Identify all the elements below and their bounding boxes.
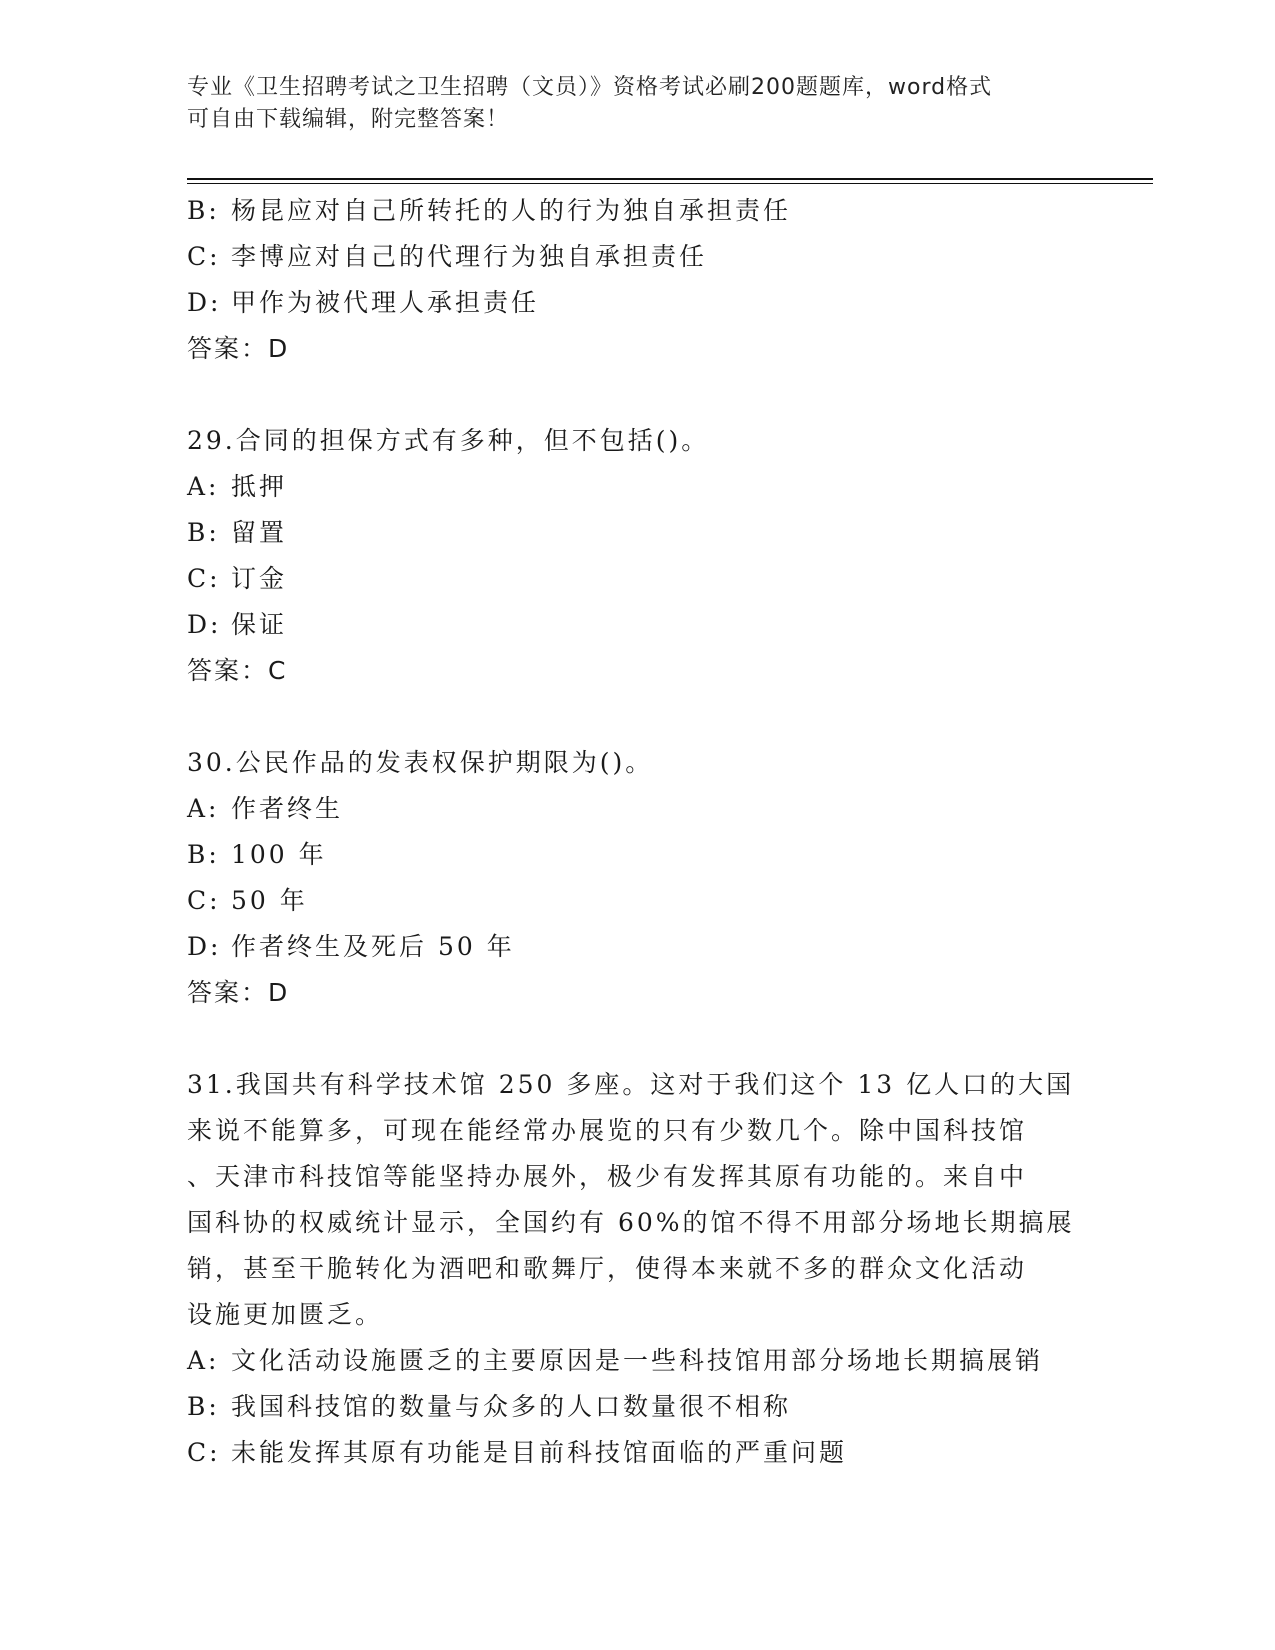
header-line-2: 可自由下载编辑，附完整答案！ (187, 107, 510, 132)
option-c (187, 1430, 1087, 1476)
option-text: 杨昆应对自己所转托的人的行为独自承担责任 (231, 196, 792, 225)
header-rule-thin (187, 183, 1153, 184)
option-text: 未能发挥其原有功能是目前科技馆面临的严重问题 (231, 1438, 848, 1467)
question-stem-line: 销，甚至干脆转化为酒吧和歌舞厅，使得本来就不多的群众文化活动 (187, 1254, 1028, 1283)
option-letter: A: (187, 794, 220, 823)
option-a (187, 786, 1087, 832)
option-letter: C: (187, 886, 221, 915)
option-b (187, 188, 1087, 234)
option-text: 文化活动设施匮乏的主要原因是一些科技馆用部分场地长期搞展销 (231, 1346, 1044, 1375)
option-c (187, 234, 1087, 280)
question-stem-line: 31.我国共有科学技术馆 250 多座。这对于我们这个 13 亿人口的大国 (187, 1070, 1075, 1099)
option-text: 保证 (231, 610, 288, 639)
option-letter: A: (187, 472, 220, 501)
question-31 (187, 1062, 1087, 1476)
option-letter: B: (187, 196, 220, 225)
question-stem-line: 、天津市科技馆等能坚持办展外，极少有发挥其原有功能的。来自中 (187, 1162, 1028, 1191)
option-text: 李博应对自己的代理行为独自承担责任 (231, 242, 708, 271)
header-rule-thick (187, 178, 1153, 180)
option-c (187, 878, 1087, 924)
question-content (187, 188, 1087, 1476)
option-text: 留置 (231, 518, 288, 547)
option-text: 我国科技馆的数量与众多的人口数量很不相称 (231, 1392, 792, 1421)
option-letter: C: (187, 1438, 221, 1467)
option-text: 50 年 (231, 886, 308, 915)
option-text: 抵押 (231, 472, 288, 501)
option-d (187, 602, 1087, 648)
option-a (187, 1338, 1087, 1384)
option-a (187, 464, 1087, 510)
question-stem-line: 国科协的权威统计显示，全国约有 60%的馆不得不用部分场地长期搞展 (187, 1208, 1075, 1237)
option-letter: C: (187, 242, 221, 271)
option-letter: D: (187, 288, 222, 317)
option-letter: D: (187, 932, 222, 961)
option-letter: D: (187, 610, 222, 639)
option-d (187, 280, 1087, 326)
option-d (187, 924, 1087, 970)
answer-line: 答案：D (187, 334, 290, 363)
answer-line: 答案：C (187, 656, 288, 685)
header-line-1: 专业《卫生招聘考试之卫生招聘（文员）》资格考试必刷200题题库，word格式 (187, 75, 993, 100)
question-28-tail (187, 188, 1087, 372)
option-c (187, 556, 1087, 602)
option-b (187, 832, 1087, 878)
option-text: 作者终生 (231, 794, 344, 823)
option-text: 甲作为被代理人承担责任 (231, 288, 540, 317)
question-29 (187, 418, 1087, 694)
question-stem: 30.公民作品的发表权保护期限为()。 (187, 748, 654, 777)
option-letter: A: (187, 1346, 220, 1375)
option-b (187, 510, 1087, 556)
question-stem: 29.合同的担保方式有多种，但不包括()。 (187, 426, 710, 455)
option-text: 订金 (231, 564, 288, 593)
option-letter: B: (187, 840, 220, 869)
option-letter: C: (187, 564, 221, 593)
question-stem-line: 来说不能算多，可现在能经常办展览的只有少数几个。除中国科技馆 (187, 1116, 1028, 1145)
option-b (187, 1384, 1087, 1430)
question-30 (187, 740, 1087, 1016)
option-letter: B: (187, 518, 220, 547)
option-text: 作者终生及死后 50 年 (231, 932, 515, 961)
question-stem-line: 设施更加匮乏。 (187, 1300, 384, 1329)
answer-line: 答案：D (187, 978, 290, 1007)
option-text: 100 年 (231, 840, 327, 869)
option-letter: B: (187, 1392, 220, 1421)
document-header (187, 72, 1087, 136)
